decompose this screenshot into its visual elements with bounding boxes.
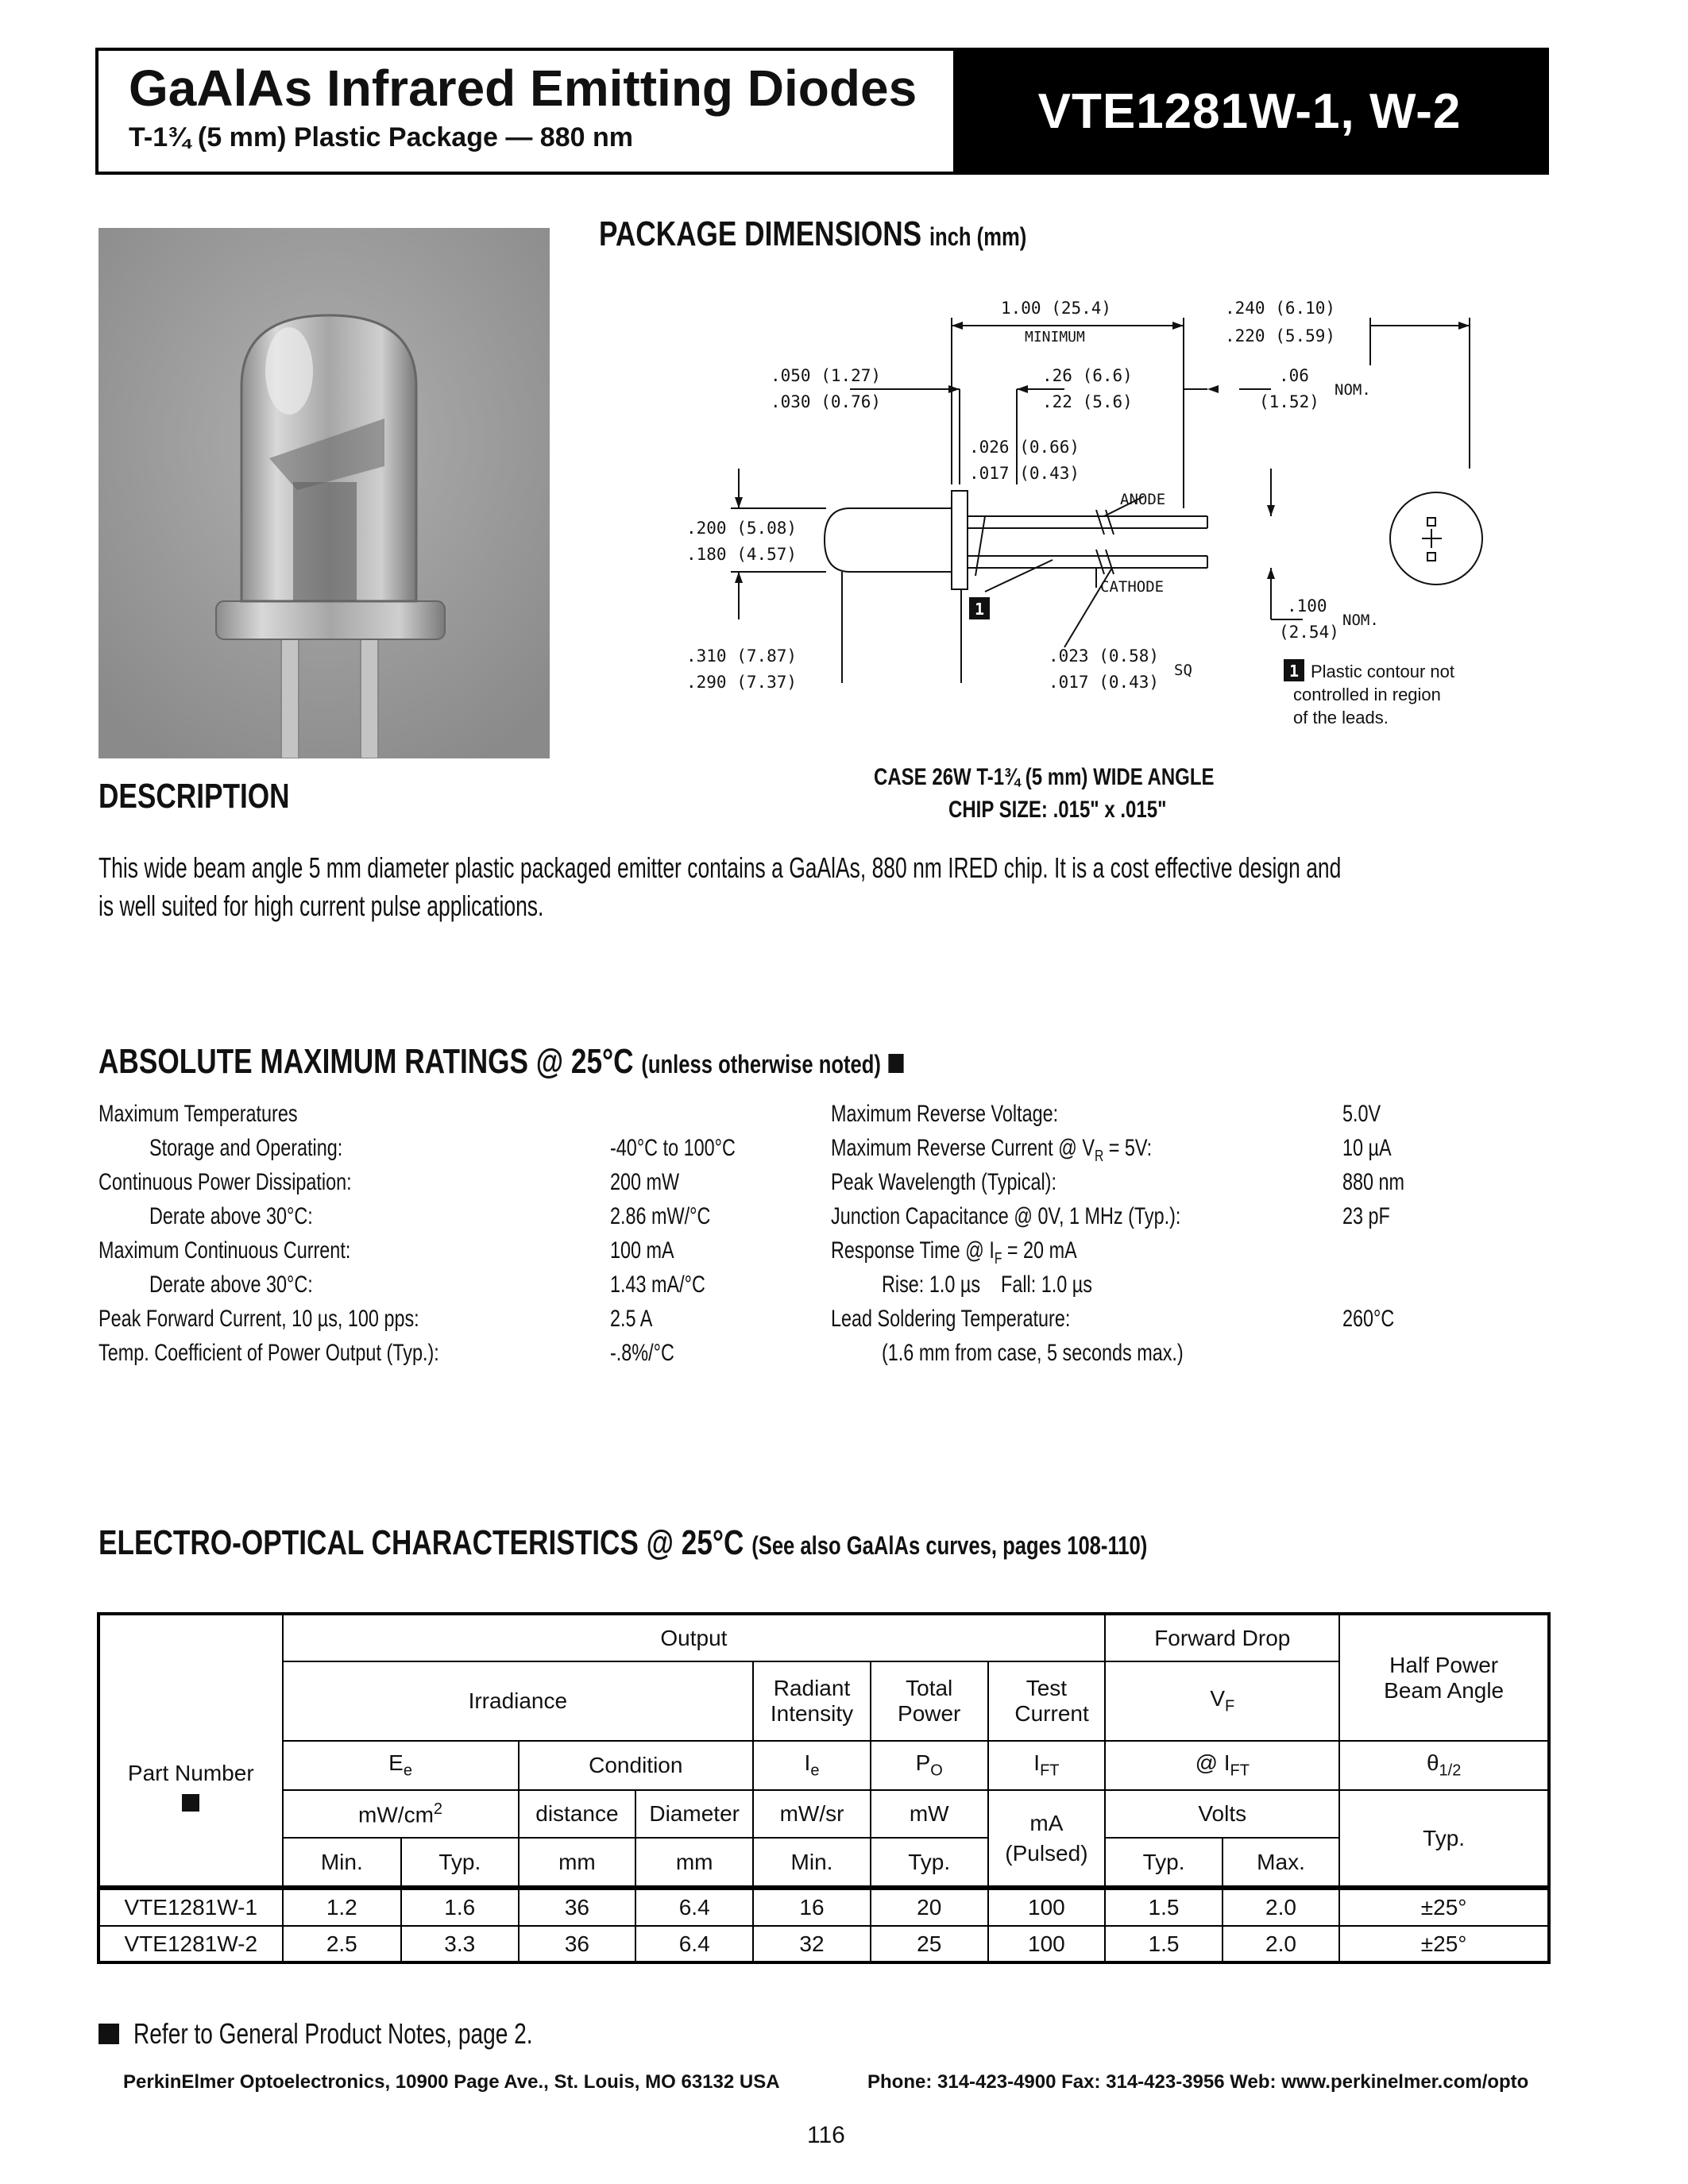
row1-part: VTE1281W-1 — [98, 1889, 283, 1926]
package-dimensions-heading — [599, 214, 1134, 254]
row1-po: 20 — [871, 1889, 988, 1926]
dim-lead-thickness-min: .017 (0.43) — [969, 464, 1080, 483]
rating-derate-current-label: Derate above 30°C: — [149, 1271, 313, 1298]
dim-flange-min: .030 (0.76) — [771, 392, 882, 411]
ratings-heading — [98, 1042, 1105, 1082]
rating-tempco-value: -.8%/°C — [610, 1340, 674, 1366]
th-test-current: Test Current — [988, 1661, 1106, 1741]
package-heading-units: inch (mm) — [929, 222, 1027, 251]
th-forward-drop: Forward Drop — [1105, 1614, 1339, 1661]
note-line-2: controlled in region — [1293, 685, 1441, 704]
description-line-2-text: is well suited for high current pulse applications. — [98, 889, 544, 922]
rating-peak-current-value: 2.5 A — [610, 1306, 653, 1332]
th-typ-vf: Typ. — [1105, 1838, 1222, 1887]
row1-ee-typ: 1.6 — [401, 1889, 518, 1926]
case-line-1 — [874, 764, 1300, 791]
dim-height-min: .180 (4.57) — [686, 545, 798, 564]
rating-wavelength-label: Peak Wavelength (Typical): — [831, 1169, 1056, 1195]
row2-po: 25 — [871, 1926, 988, 1962]
rating-rev-voltage-value: 5.0V — [1342, 1101, 1381, 1127]
description-line-1 — [98, 851, 1688, 885]
th-unit-diameter: Diameter — [635, 1790, 753, 1838]
footer-address: PerkinElmer Optoelectronics, 10900 Page Ave., St. Louis, MO 63132 USA — [123, 2071, 780, 2093]
row2-vf-max: 2.0 — [1223, 1926, 1340, 1962]
th-typ: Typ. — [401, 1838, 518, 1887]
description-heading-text: DESCRIPTION — [98, 777, 290, 816]
row2-angle: ±25° — [1339, 1926, 1549, 1962]
note-badge-drawing-number: 1 — [975, 600, 985, 619]
th-radiant-intensity: Radiant Intensity — [753, 1661, 871, 1741]
table-row — [98, 1926, 1549, 1962]
dim-06: .06 — [1279, 366, 1309, 385]
th-at-ift: @ $I_{FT}$ — [1105, 1741, 1339, 1790]
footer-contact: Phone: 314-423-4900 Fax: 314-423-3956 Web: www.perkinelmer.com/opto — [867, 2071, 1529, 2093]
dim-sq-label: SQ — [1174, 662, 1192, 679]
dim-spacing-nom: NOM. — [1342, 612, 1379, 629]
general-note-square-icon — [889, 1054, 904, 1073]
rating-capacitance-label: Junction Capacitance @ 0V, 1 MHz (Typ.): — [831, 1203, 1181, 1229]
th-ee: $E_e$ — [283, 1741, 519, 1790]
rating-derate-current-value: 1.43 mA/°C — [610, 1271, 705, 1298]
th-ie: $I_e$ — [753, 1741, 871, 1790]
dim-flange-max: .050 (1.27) — [771, 366, 882, 385]
row1-vf-max: 2.0 — [1223, 1889, 1340, 1926]
dim-body-max: .26 (6.6) — [1042, 366, 1133, 385]
general-note — [98, 2017, 645, 2051]
dim-lead-thickness-max: .026 (0.66) — [969, 438, 1080, 457]
row2-distance: 36 — [519, 1926, 636, 1962]
th-vf: $V_F$ — [1105, 1661, 1339, 1741]
rating-derate-power-label: Derate above 30°C: — [149, 1203, 313, 1229]
header-box — [95, 48, 1549, 175]
dim-body-min: .22 (5.6) — [1042, 392, 1133, 411]
th-half-power: Half Power Beam Angle — [1339, 1614, 1549, 1741]
table-row — [98, 1889, 1549, 1926]
label-anode: ANODE — [1120, 491, 1166, 508]
th-unit-typ: Typ. — [1339, 1790, 1549, 1887]
rating-current-value: 100 mA — [610, 1237, 674, 1264]
eo-heading-text: ELECTRO-OPTICAL CHARACTERISTICS @ 25°C — [98, 1523, 744, 1562]
th-mm-diameter: mm — [635, 1838, 753, 1887]
description-line-2 — [98, 889, 704, 923]
th-po: $P_O$ — [871, 1741, 988, 1790]
th-unit-mwsr: mW/sr — [753, 1790, 871, 1838]
rating-storage-label: Storage and Operating: — [149, 1135, 343, 1161]
case-line-1-text: CASE 26W T-1¾ (5 mm) WIDE ANGLE — [874, 764, 1215, 790]
note-line-3: of the leads. — [1293, 708, 1389, 727]
dim-sq-max: .023 (0.58) — [1049, 646, 1160, 666]
rating-response-label: Response Time @ $I_F = 20$ mA — [831, 1237, 1077, 1268]
th-theta: $\theta_{1/2}$ — [1339, 1741, 1549, 1790]
rating-rev-current-label: Maximum Reverse Current @ $V_R = 5V$: — [831, 1135, 1153, 1165]
note-line-1: Plastic contour not — [1311, 662, 1454, 681]
th-unit-irr: $mW/cm^2$ — [283, 1790, 519, 1838]
th-irradiance: Irradiance — [283, 1661, 754, 1741]
description-line-1-text: This wide beam angle 5 mm diameter plastic packaged emitter contains a GaAlAs, 880 nm IRED chip. It is a cost effective design and — [98, 851, 1342, 884]
note-badge-legend-number: 1 — [1289, 662, 1300, 681]
th-typ-po: Typ. — [871, 1838, 988, 1887]
dim-lead-length: 1.00 (25.4) — [1001, 299, 1112, 318]
row2-ee-min: 2.5 — [283, 1926, 401, 1962]
package-dimensions-drawing — [651, 286, 1509, 762]
th-min-ie: Min. — [753, 1838, 871, 1887]
document-title: GaAlAs Infrared Emitting Diodes — [129, 60, 917, 117]
electro-optical-table — [97, 1612, 1551, 1964]
rating-wavelength-value: 880 nm — [1342, 1169, 1405, 1195]
rating-tempco-label: Temp. Coefficient of Power Output (Typ.): — [98, 1340, 439, 1366]
dim-lead-minimum: MINIMUM — [1025, 329, 1085, 345]
dim-06-mm: (1.52) — [1259, 392, 1319, 411]
row2-vf-typ: 1.5 — [1105, 1926, 1222, 1962]
eo-heading-note: (See also GaAlAs curves, pages 108-110) — [751, 1531, 1148, 1560]
dim-spacing-mm: (2.54) — [1279, 623, 1339, 642]
label-cathode: CATHODE — [1100, 578, 1165, 596]
page-number: 116 — [807, 2122, 845, 2148]
th-ift: $I_{FT}$ — [988, 1741, 1106, 1790]
rating-soldering-label: Lead Soldering Temperature: — [831, 1306, 1071, 1332]
part-note-square-icon — [182, 1794, 199, 1812]
th-part-number: Part Number — [98, 1614, 283, 1887]
case-line-2 — [948, 797, 1221, 824]
rating-rise-fall: Rise: 1.0 µs Fall: 1.0 µs — [882, 1271, 1092, 1298]
product-photo — [98, 228, 550, 758]
rating-soldering-note: (1.6 mm from case, 5 seconds max.) — [882, 1340, 1184, 1366]
row2-part: VTE1281W-2 — [98, 1926, 283, 1962]
rating-power-label: Continuous Power Dissipation: — [98, 1169, 352, 1195]
rating-current-label: Maximum Continuous Current: — [98, 1237, 351, 1264]
eo-heading — [98, 1523, 1409, 1563]
th-unit-distance: distance — [519, 1790, 636, 1838]
note-square-icon — [98, 2024, 119, 2044]
row2-ift: 100 — [988, 1926, 1106, 1962]
th-max-vf: Max. — [1223, 1838, 1340, 1887]
dim-spacing: .100 — [1287, 596, 1327, 615]
package-heading-text: PACKAGE DIMENSIONS — [599, 214, 922, 253]
case-line-2-text: CHIP SIZE: .015" x .015" — [948, 797, 1167, 823]
rating-capacitance-value: 23 pF — [1342, 1203, 1390, 1229]
dim-diameter-min: .220 (5.59) — [1225, 326, 1336, 345]
dim-sq-min: .017 (0.43) — [1049, 673, 1160, 692]
part-number-title: VTE1281W-1, W-2 — [1037, 83, 1462, 139]
rating-rev-voltage-label: Maximum Reverse Voltage: — [831, 1101, 1059, 1127]
th-total-power: Total Power — [871, 1661, 988, 1741]
th-min: Min. — [283, 1838, 401, 1887]
general-note-text: Refer to General Product Notes, page 2. — [133, 2017, 533, 2050]
th-unit-volts: Volts — [1105, 1790, 1339, 1838]
rating-rev-current-value: 10 µA — [1342, 1135, 1392, 1161]
th-unit-ma: mA (Pulsed) — [988, 1790, 1106, 1887]
rating-peak-current-label: Peak Forward Current, 10 µs, 100 pps: — [98, 1306, 419, 1332]
rating-derate-power-value: 2.86 mW/°C — [610, 1203, 711, 1229]
dim-base-max: .310 (7.87) — [686, 646, 798, 666]
row1-distance: 36 — [519, 1889, 636, 1926]
dim-height-max: .200 (5.08) — [686, 519, 798, 538]
ratings-heading-text: ABSOLUTE MAXIMUM RATINGS @ 25°C — [98, 1042, 634, 1081]
row2-ie: 32 — [753, 1926, 871, 1962]
rating-storage-value: -40°C to 100°C — [610, 1135, 736, 1161]
row1-ift: 100 — [988, 1889, 1106, 1926]
row2-diameter: 6.4 — [635, 1926, 753, 1962]
dim-diameter-max: .240 (6.10) — [1225, 299, 1336, 318]
rating-soldering-value: 260°C — [1342, 1306, 1395, 1332]
document-subtitle: T-1¾ (5 mm) Plastic Package — 880 nm — [129, 122, 633, 152]
row1-ie: 16 — [753, 1889, 871, 1926]
header-left — [98, 51, 956, 172]
rating-power-value: 200 mW — [610, 1169, 680, 1195]
row1-diameter: 6.4 — [635, 1889, 753, 1926]
row1-vf-typ: 1.5 — [1105, 1889, 1222, 1926]
dim-06-nom: NOM. — [1335, 381, 1371, 399]
led-photo-illustration — [98, 228, 550, 758]
header-part-number-box — [953, 51, 1546, 172]
th-unit-mw: mW — [871, 1790, 988, 1838]
th-mm-distance: mm — [519, 1838, 636, 1887]
row1-ee-min: 1.2 — [283, 1889, 401, 1926]
row2-ee-typ: 3.3 — [401, 1926, 518, 1962]
ratings-heading-note: (unless otherwise noted) — [641, 1050, 881, 1078]
th-condition: Condition — [519, 1741, 754, 1790]
row1-angle: ±25° — [1339, 1889, 1549, 1926]
description-heading — [98, 777, 338, 816]
th-output: Output — [283, 1614, 1106, 1661]
dim-base-min: .290 (7.37) — [686, 673, 798, 692]
rating-max-temp: Maximum Temperatures — [98, 1101, 298, 1127]
